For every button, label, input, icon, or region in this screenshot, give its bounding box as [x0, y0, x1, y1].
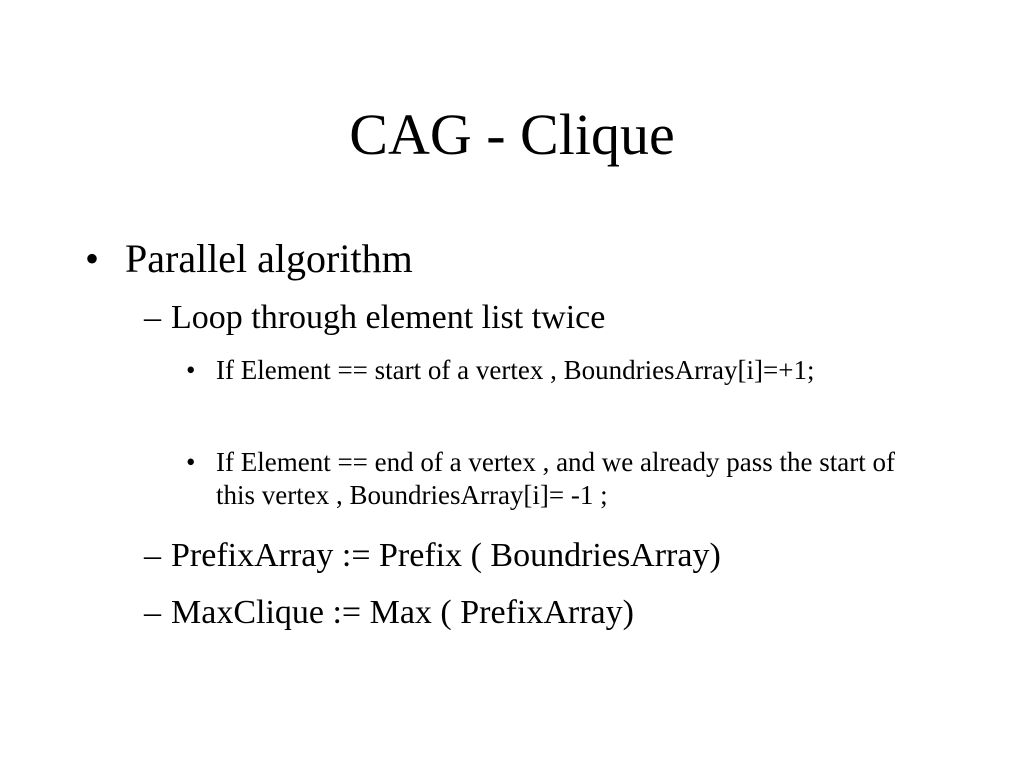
dash-marker: – — [144, 537, 161, 574]
bullet-marker: • — [186, 447, 196, 477]
sub-bullet-prefix — [144, 536, 964, 576]
sub-sub-bullet-end — [186, 446, 926, 512]
sub-bullet-text: Loop through element list twice — [171, 299, 606, 336]
sub-bullet-loop — [144, 298, 964, 338]
bullet-marker: • — [85, 236, 100, 281]
sub-sub-bullet-text: If Element == start of a vertex , BoundriesArray[i]=+1; — [216, 355, 815, 385]
sub-sub-bullet-start — [186, 354, 926, 387]
sub-sub-bullet-text: If Element == end of a vertex , and we already pass the start of this vertex , BoundriesArray[i]= -1 ; — [216, 447, 895, 510]
sub-bullet-maxclique — [144, 593, 964, 633]
dash-marker: – — [144, 299, 161, 336]
bullet-parallel-algorithm — [85, 235, 965, 283]
dash-marker: – — [144, 594, 161, 631]
bullet-text: Parallel algorithm — [125, 236, 413, 281]
bullet-marker: • — [186, 355, 196, 385]
slide-title: CAG - Clique — [349, 102, 675, 167]
sub-bullet-text: MaxClique := Max ( PrefixArray) — [171, 594, 634, 631]
sub-bullet-text: PrefixArray := Prefix ( BoundriesArray) — [171, 537, 721, 574]
